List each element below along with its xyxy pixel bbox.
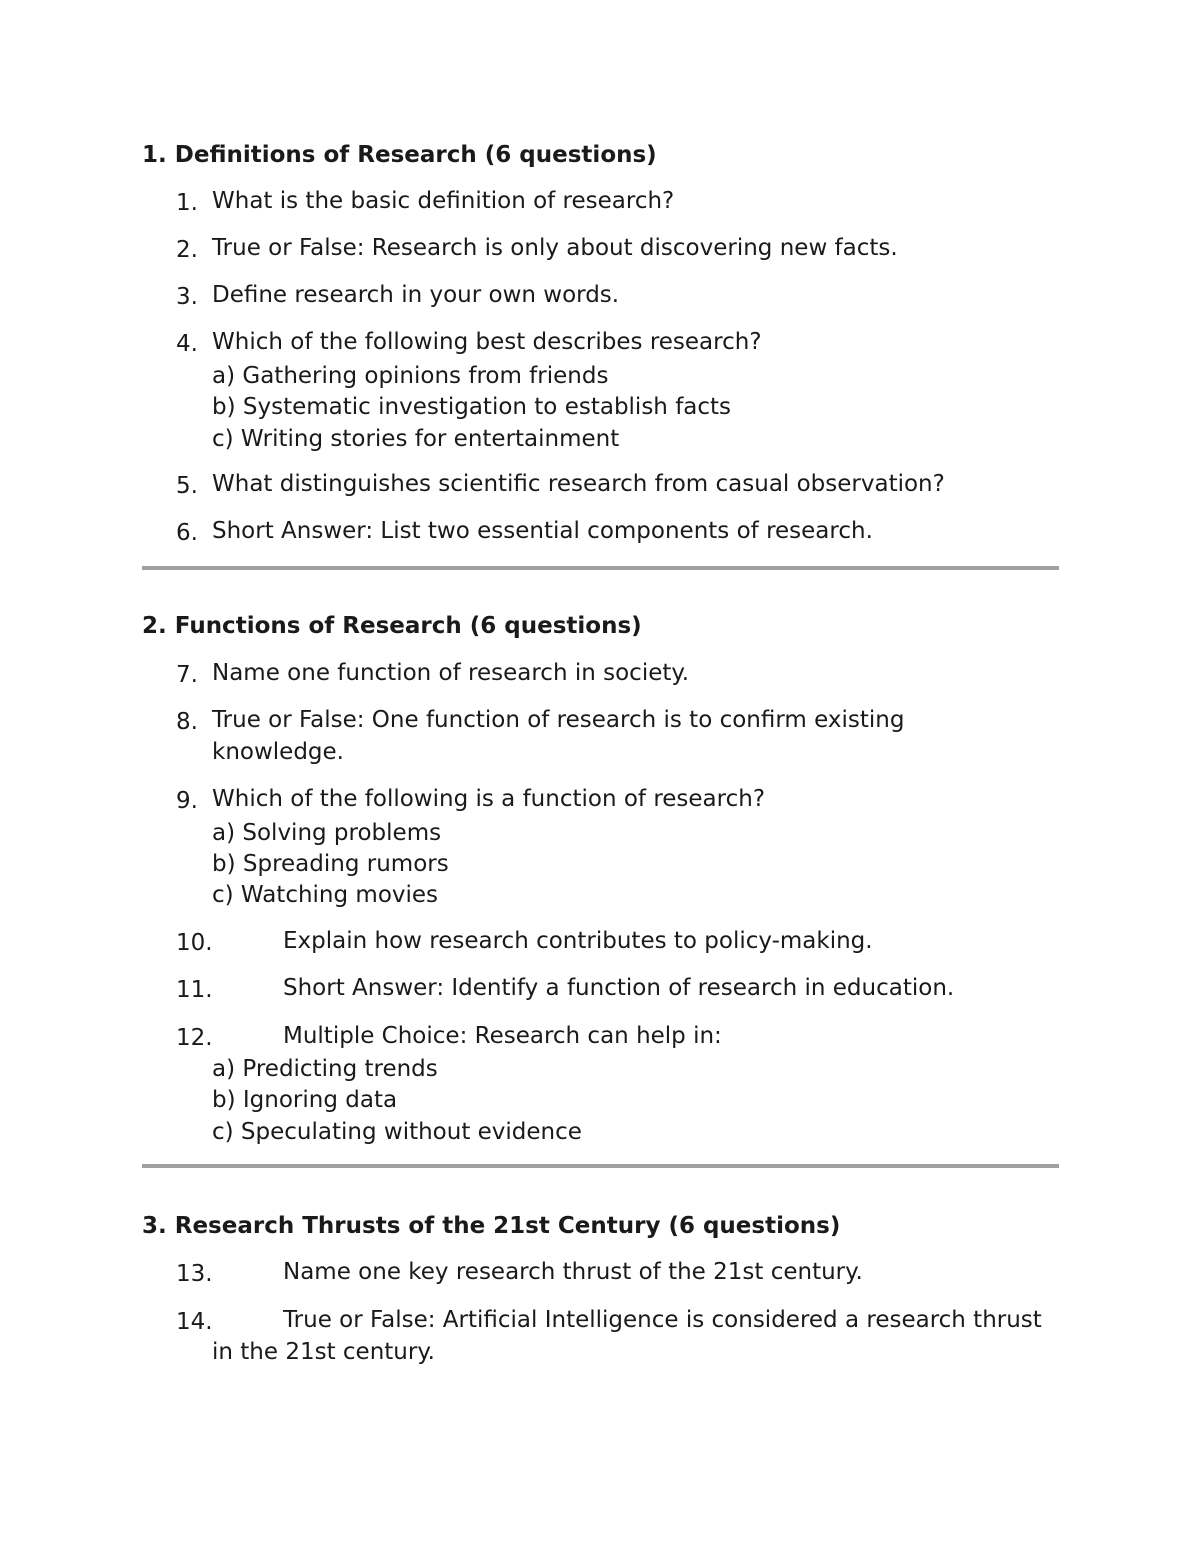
question-text: Name one key research thrust of the 21st century. [283, 1259, 863, 1285]
question-number: 8. [176, 709, 198, 735]
question-text: Which of the following best describes research? [212, 329, 762, 355]
question-number: 6. [176, 520, 198, 546]
question-number: 5. [176, 473, 198, 499]
question-text-continued: in the 21st century. [212, 1339, 435, 1365]
answer-option: c) Writing stories for entertainment [212, 426, 620, 452]
question-number: 13. [176, 1261, 213, 1287]
answer-option: b) Ignoring data [212, 1087, 398, 1113]
answer-option: a) Solving problems [212, 820, 442, 846]
question-text: Which of the following is a function of research? [212, 786, 766, 812]
question-text: True or False: Artificial Intelligence is considered a research thrust [283, 1307, 1042, 1333]
question-text: Define research in your own words. [212, 282, 620, 308]
question-text: Name one function of research in society. [212, 660, 690, 686]
question-text-continued: knowledge. [212, 739, 344, 765]
question-text: Short Answer: List two essential components of research. [212, 518, 873, 544]
question-number: 12. [176, 1025, 213, 1051]
question-number: 7. [176, 662, 198, 688]
question-number: 9. [176, 788, 198, 814]
section-title: 1. Definitions of Research (6 questions) [142, 142, 657, 168]
question-number: 3. [176, 284, 198, 310]
question-number: 14. [176, 1309, 213, 1335]
question-number: 1. [176, 190, 198, 216]
answer-option: b) Spreading rumors [212, 851, 449, 877]
question-text: Multiple Choice: Research can help in: [283, 1023, 722, 1049]
question-number: 10. [176, 930, 213, 956]
question-text: True or False: One function of research is to confirm existing [212, 707, 905, 733]
answer-option: c) Speculating without evidence [212, 1119, 582, 1145]
answer-option: a) Predicting trends [212, 1056, 438, 1082]
question-number: 2. [176, 237, 198, 263]
question-text: Short Answer: Identify a function of research in education. [283, 975, 955, 1001]
section-title: 2. Functions of Research (6 questions) [142, 613, 642, 639]
answer-option: c) Watching movies [212, 882, 439, 908]
answer-option: b) Systematic investigation to establish facts [212, 394, 732, 420]
question-text: Explain how research contributes to policy-making. [283, 928, 873, 954]
question-number: 11. [176, 977, 213, 1003]
question-text: What distinguishes scientific research from casual observation? [212, 471, 945, 497]
section-divider [142, 566, 1059, 570]
question-number: 4. [176, 331, 198, 357]
question-text: True or False: Research is only about discovering new facts. [212, 235, 898, 261]
section-divider [142, 1164, 1059, 1168]
answer-option: a) Gathering opinions from friends [212, 363, 609, 389]
question-text: What is the basic definition of research? [212, 188, 675, 214]
section-title: 3. Research Thrusts of the 21st Century (6 questions) [142, 1213, 841, 1239]
